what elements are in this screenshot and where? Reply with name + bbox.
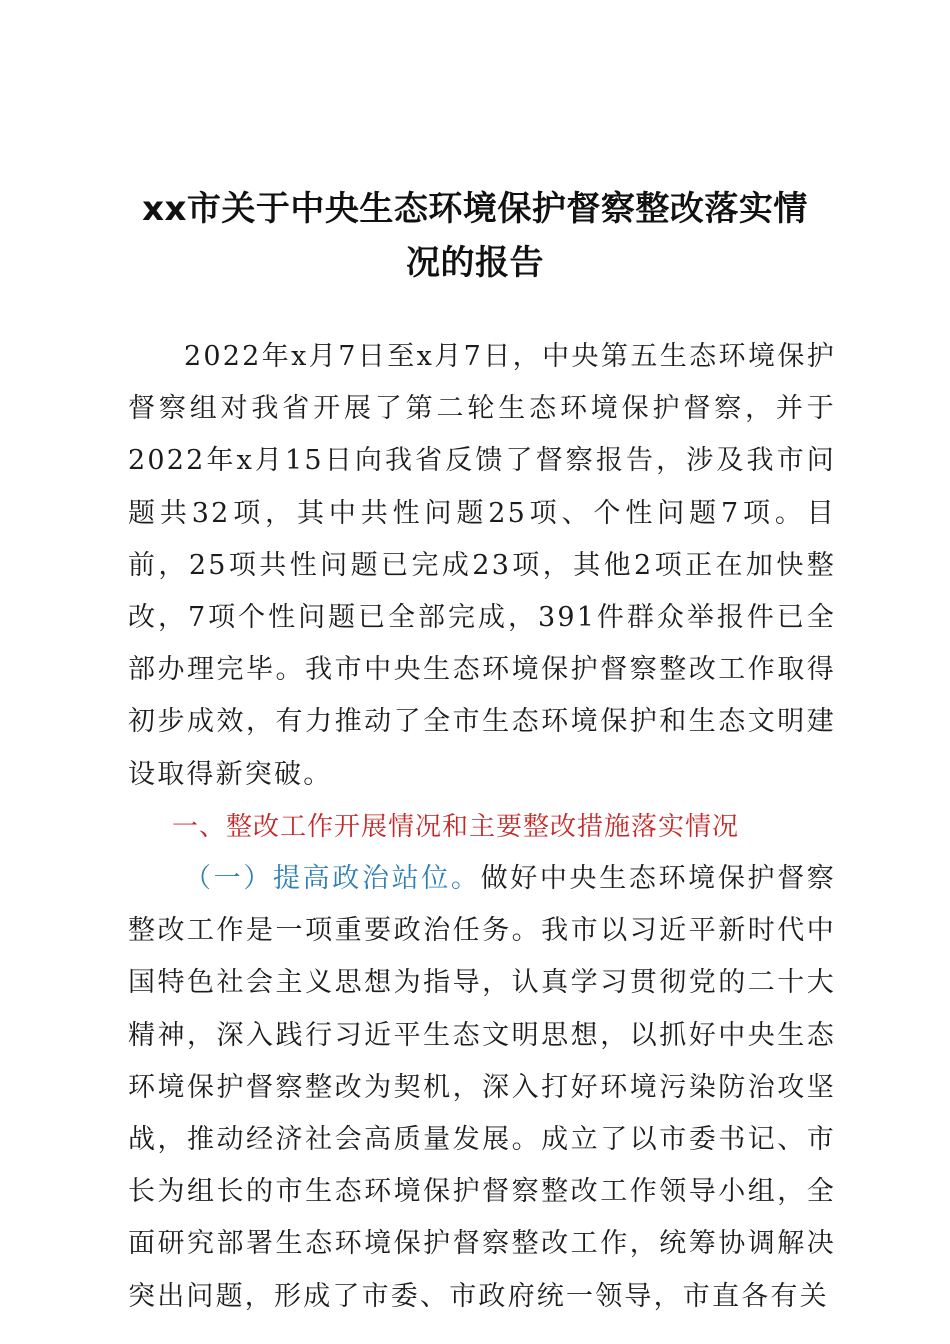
subsection-paragraph-1 [128, 853, 836, 1323]
subsection-text-1: 做好中央生态环境保护督察整改工作是一项重要政治任务。我市以习近平新时代中国特色社会主义思想为指导，认真学习贯彻党的二十大精神，深入践行习近平生态文明思想，以抓好中央生态环境保护督察整改为契机，深入打好环境污染防治攻坚战，推动经济社会高质量发展。成立了以市委书记、市长为组长的市生态环境保护督察整改工作领导小组，全面研究部署生态环境保护督察整改工作，统筹协调解决突出问题，形成了市委、市政府统一领导，市直各有关 [128, 863, 837, 1312]
title-line-1: xx市关于中央生态环境保护督察整改落实情 [142, 189, 808, 229]
document-title [110, 182, 840, 290]
subsection-heading-1: （一）提高政治站位。 [184, 863, 481, 895]
intro-paragraph: 2022年x月7日至x月7日，中央第五生态环境保护督察组对我省开展了第二轮生态环境保护督察，并于2022年x月15日向我省反馈了督察报告，涉及我市问题共32项，其中共性问题25项、个性问题7项。目前，25项共性问题已完成23项，其他2项正在加快整改，7项个性问题已全部完成，391件群众举报件已全部办理完毕。我市中央生态环境保护督察整改工作取得初步成效，有力推动了全市生态环境保护和生态文明建设取得新突破。 [128, 341, 836, 790]
document-body [128, 331, 836, 1323]
section-heading-1: 一、整改工作开展情况和主要整改措施落实情况 [172, 811, 740, 842]
title-line-2: 况的报告 [406, 243, 544, 283]
